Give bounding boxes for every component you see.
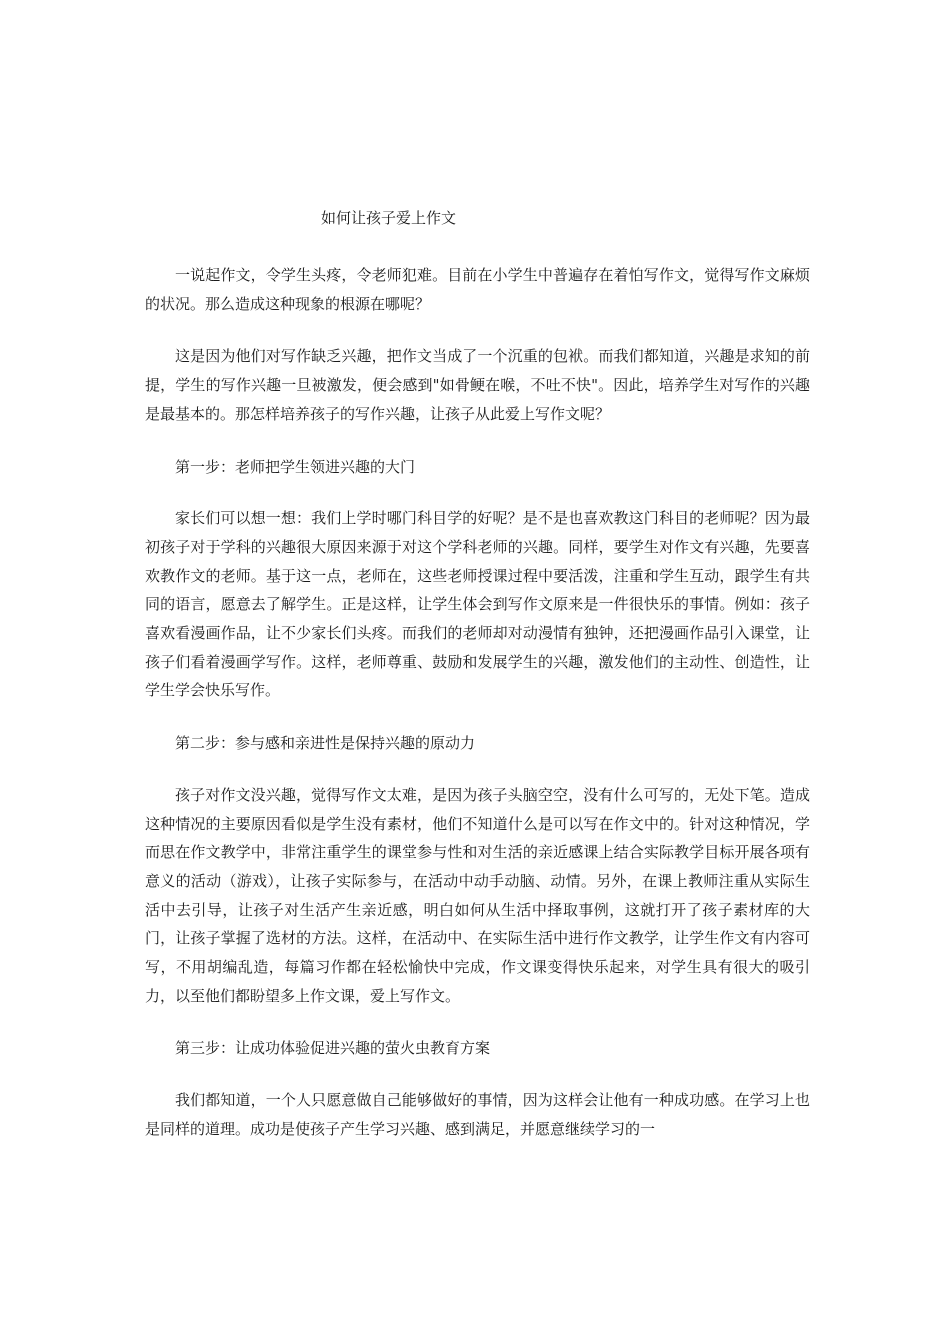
document-title: 如何让孩子爱上作文: [321, 209, 457, 227]
document-body: [145, 261, 810, 1168]
section-heading-step-1: 第一步：老师把学生领进兴趣的大门: [175, 457, 416, 476]
paragraph-step-3: 我们都知道，一个人只愿意做自己能够做好的事情，因为这样会让他有一种成功感。在学习上也是同样的道理。成功是使孩子产生学习兴趣、感到满足，并愿意继续学习的一: [145, 1091, 810, 1138]
section-heading-step-2: 第二步：参与感和亲进性是保持兴趣的原动力: [175, 734, 476, 753]
section-heading-step-3: 第三步：让成功体验促进兴趣的萤火虫教育方案: [175, 1039, 491, 1058]
paragraph-intro: 一说起作文，令学生头疼，令老师犯难。目前在小学生中普遍存在着怕写作文，觉得写作文麻烦的状况。那么造成这种现象的根源在哪呢？: [145, 266, 810, 313]
paragraph-step-2: 孩子对作文没兴趣，觉得写作文太难，是因为孩子头脑空空，没有什么可写的，无处下笔。造成这种情况的主要原因看似是学生没有素材，他们不知道什么是可以写在作文中的。针对这种情况，学而思在作文教学中，非常注重学生的课堂参与性和对生活的亲近感课上结合实际教学目标开展各项有意义的活动（游戏），让孩子实际参与，在活动中动手动脑、动情。另外，在课上教师注重从实际生活中去引导，让孩子对生活产生亲近感，明白如何从生活中择取事例，这就打开了孩子素材库的大门，让孩子掌握了选材的方法。这样，在活动中、在实际生活中进行作文教学，让学生作文有内容可写，不用胡编乱造，每篇习作都在轻松愉快中完成，作文课变得快乐起来，对学生具有很大的吸引力，以至他们都盼望多上作文课，爱上写作文。: [145, 785, 810, 1005]
paragraph-step-1: 家长们可以想一想：我们上学时哪门科目学的好呢？是不是也喜欢教这门科目的老师呢？因为最初孩子对于学科的兴趣很大原因来源于对这个学科老师的兴趣。同样，要学生对作文有兴趣，先要喜欢教作文的老师。基于这一点，老师在，这些老师授课过程中要活泼，注重和学生互动，跟学生有共同的语言，愿意去了解学生。正是这样，让学生体会到写作文原来是一件很快乐的事情。例如：孩子喜欢看漫画作品，让不少家长们头疼。而我们的老师却对动漫情有独钟，还把漫画作品引入课堂，让孩子们看着漫画学写作。这样，老师尊重、鼓励和发展学生的兴趣，激发他们的主动性、创造性，让学生学会快乐写作。: [145, 509, 810, 700]
paragraph-reason: 这是因为他们对写作缺乏兴趣，把作文当成了一个沉重的包袱。而我们都知道，兴趣是求知的前提，学生的写作兴趣一旦被激发，便会感到"如骨鲠在喉，不吐不快"。因此，培养学生对写作的兴趣是最基本的。那怎样培养孩子的写作兴趣，让孩子从此爱上写作文呢？: [145, 347, 810, 423]
